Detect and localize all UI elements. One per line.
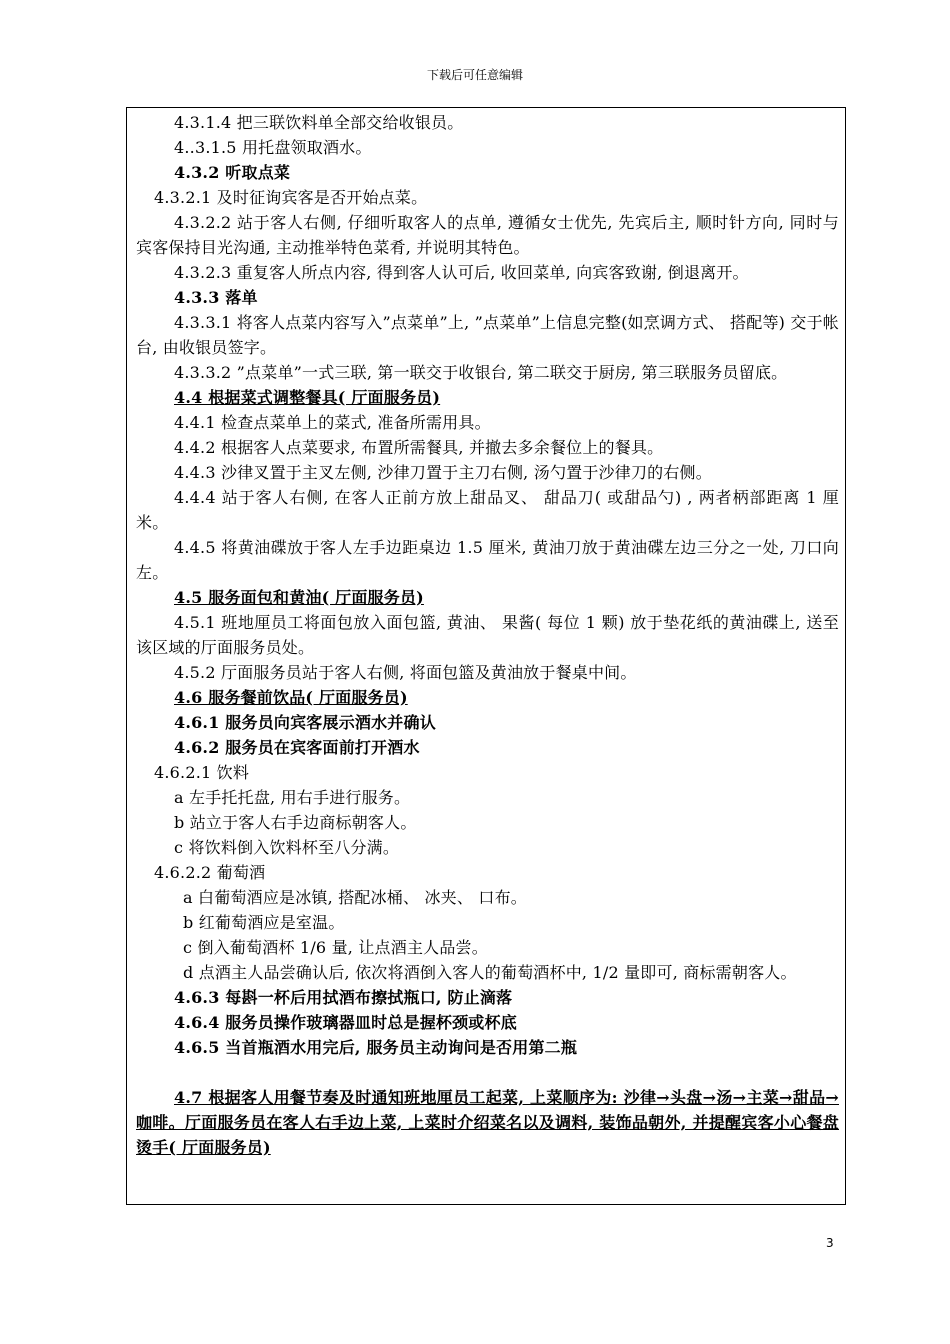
section-heading: 4.6.3 每斟一杯后用拭酒布擦拭瓶口, 防止滴落 xyxy=(174,988,513,1007)
text-paragraph: 4.3.3.1 将客人点菜内容写入”点菜单”上, ”点菜单”上信息完整(如烹调方式、 搭配等) 交于帐台, 由收银员签字。 xyxy=(136,313,839,357)
list-item: c 将饮料倒入饮料杯至八分满。 xyxy=(174,838,400,857)
section-heading: 4.6.5 当首瓶酒水用完后, 服务员主动询问是否用第二瓶 xyxy=(174,1038,578,1057)
text-paragraph: 4.3.3.2 ”点菜单”一式三联, 第一联交于收银台, 第二联交于厨房, 第三联服务员留底。 xyxy=(174,363,788,382)
text-paragraph: 4.3.2.2 站于客人右侧, 仔细听取客人的点单, 遵循女士优先, 先宾后主, 顺时针方向, 同时与宾客保持目光沟通, 主动推举特色菜肴, 并说明其特色。 xyxy=(136,213,839,257)
text-line: 4.4.2 根据客人点菜要求, 布置所需餐具, 并撤去多余餐位上的餐具。 xyxy=(174,438,664,457)
text-line: 4.5.2 厅面服务员站于客人右侧, 将面包篮及黄油放于餐桌中间。 xyxy=(174,663,637,682)
list-item: a 白葡萄酒应是冰镇, 搭配冰桶、 冰夹、 口布。 xyxy=(183,888,527,907)
blank-line xyxy=(136,1060,839,1085)
text-paragraph: 4.5.1 班地厘员工将面包放入面包篮, 黄油、 果酱( 每位 1 颗) 放于垫花纸的黄油碟上, 送至该区域的厅面服务员处。 xyxy=(136,613,839,657)
text-line: 4.6.2.2 葡萄酒 xyxy=(154,863,266,882)
section-heading: 4.4 根据菜式调整餐具( 厅面服务员) xyxy=(174,388,441,407)
text-line: 4.6.2.1 饮料 xyxy=(154,763,250,782)
page-header: 下载后可任意编辑 xyxy=(426,68,523,82)
section-heading: 4.7 根据客人用餐节奏及时通知班地厘员工起菜, 上菜顺序为: 沙律→头盘→汤→主菜→甜品→咖啡。厅面服务员在客人右手边上菜, 上菜时介绍菜名以及调料, 装饰品朝外, 并提醒宾客小心餐盘烫手( 厅面服务员) xyxy=(136,1088,839,1157)
list-item: c 倒入葡萄酒杯 1/6 量, 让点酒主人品尝。 xyxy=(183,938,488,957)
text-line: 4.3.1.4 把三联饮料单全部交给收银员。 xyxy=(174,113,464,132)
section-heading: 4.6.2 服务员在宾客面前打开酒水 xyxy=(174,738,420,757)
list-item: d 点酒主人品尝确认后, 依次将酒倒入客人的葡萄酒杯中, 1/2 量即可, 商标需朝客人。 xyxy=(183,963,797,982)
page-number: 3 xyxy=(826,1236,834,1250)
text-line: 4.4.3 沙律叉置于主叉左侧, 沙律刀置于主刀右侧, 汤勺置于沙律刀的右侧。 xyxy=(174,463,712,482)
document-body xyxy=(136,110,839,1160)
text-line: 4.3.2.3 重复客人所点内容, 得到客人认可后, 收回菜单, 向宾客致谢, 倒退离开。 xyxy=(174,263,749,282)
section-heading: 4.3.2 听取点菜 xyxy=(174,163,291,182)
list-item: a 左手托托盘, 用右手进行服务。 xyxy=(174,788,411,807)
text-line: 4..3.1.5 用托盘领取酒水。 xyxy=(174,138,372,157)
list-item: b 站立于客人右手边商标朝客人。 xyxy=(174,813,417,832)
section-heading: 4.6.1 服务员向宾客展示酒水并确认 xyxy=(174,713,436,732)
text-paragraph: 4.4.4 站于客人右侧, 在客人正前方放上甜品叉、 甜品刀( 或甜品勺) , 两者柄部距离 1 厘米。 xyxy=(136,488,839,532)
section-heading: 4.6.4 服务员操作玻璃器皿时总是握杯颈或杯底 xyxy=(174,1013,517,1032)
text-paragraph: 4.4.5 将黄油碟放于客人左手边距桌边 1.5 厘米, 黄油刀放于黄油碟左边三分之一处, 刀口向左。 xyxy=(136,538,839,582)
section-heading: 4.3.3 落单 xyxy=(174,288,258,307)
text-line: 4.4.1 检查点菜单上的菜式, 准备所需用具。 xyxy=(174,413,491,432)
section-heading: 4.6 服务餐前饮品( 厅面服务员) xyxy=(174,688,408,707)
text-line: 4.3.2.1 及时征询宾客是否开始点菜。 xyxy=(154,188,428,207)
section-heading: 4.5 服务面包和黄油( 厅面服务员) xyxy=(174,588,424,607)
list-item: b 红葡萄酒应是室温。 xyxy=(183,913,345,932)
